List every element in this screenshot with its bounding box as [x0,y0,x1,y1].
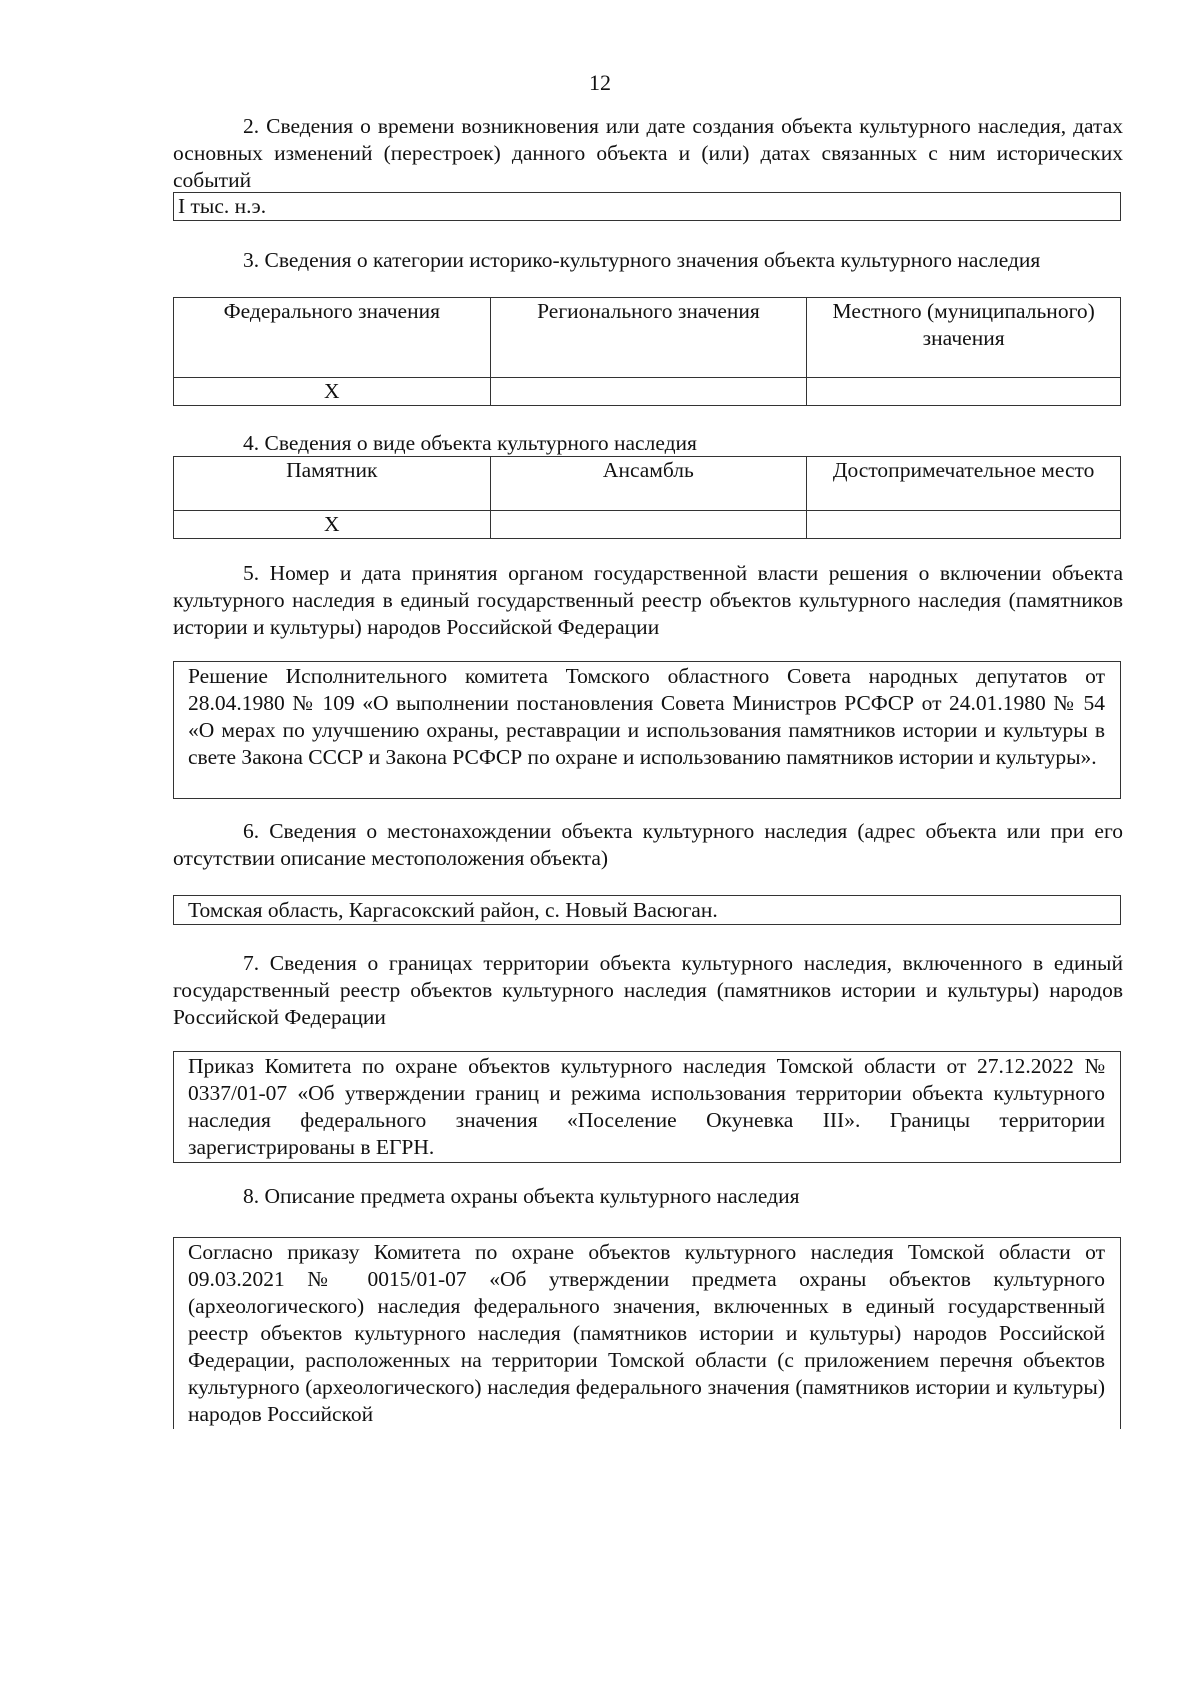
section-6-value-box [173,895,1121,925]
kind-value-ensemble [490,511,807,539]
section-8-heading: 8. Описание предмета охраны объекта культурного наследия [243,1184,800,1208]
kind-header-ensemble: Ансамбль [490,457,807,511]
kind-header-monument: Памятник [174,457,491,511]
category-table-value-row [174,378,1121,406]
kind-table-value-row [174,511,1121,539]
kind-header-landmark: Достопримечательное место [807,457,1121,511]
section-8-value-box [173,1237,1121,1429]
section-3-heading: 3. Сведения о категории историко-культурного значения объекта культурного наследия [243,248,1041,272]
category-value-local [807,378,1121,406]
section-2-heading: 2. Сведения о времени возникновения или дате создания объекта культурного наследия, датах основных изменений (перестроек) данного объекта и (или) датах связанных с ним исторических событий [173,114,1123,192]
section-5-value: Решение Исполнительного комитета Томского областного Совета народных депутатов от 28.04.1980 № 109 «О выполнении постановления Совета Министров РСФСР от 24.01.1980 № 54 «О мерах по улучшению охраны, реставрации и использования памятников истории и культуры в свете Закона СССР и Закона РСФСР по охране и использованию памятников истории и культуры». [188,664,1105,769]
kind-value-monument: X [174,511,491,539]
page-number: 12 [589,70,611,95]
section-6-heading: 6. Сведения о местонахождении объекта культурного наследия (адрес объекта или при его отсутствии описание местоположения объекта) [173,819,1123,870]
category-value-regional [490,378,807,406]
category-value-federal: X [174,378,491,406]
kind-table [173,456,1121,539]
category-header-local: Местного (муниципального) значения [807,298,1121,378]
section-7-value: Приказ Комитета по охране объектов культурного наследия Томской области от 27.12.2022 № 0337/01-07 «Об утверждении границ и режима использования территории объекта культурного наследия федерального значения «Поселение Окуневка III». Границы территории зарегистрированы в ЕГРН. [188,1054,1105,1159]
category-header-regional: Регионального значения [490,298,807,378]
section-7-heading: 7. Сведения о границах территории объекта культурного наследия, включенного в единый государственный реестр объектов культурного наследия (памятников истории и культуры) народов Российской Федерации [173,951,1123,1029]
section-6-value: Томская область, Каргасокский район, с. Новый Васюган. [188,898,718,922]
category-table [173,297,1121,406]
section-2-value-box [173,192,1121,221]
section-5-heading: 5. Номер и дата принятия органом государственной власти решения о включении объекта культурного наследия в единый государственный реестр объектов культурного наследия (памятников истории и культуры) народов Российской Федерации [173,561,1123,639]
category-table-header-row [174,298,1121,378]
kind-value-landmark [807,511,1121,539]
kind-table-header-row [174,457,1121,511]
section-4-heading: 4. Сведения о виде объекта культурного наследия [243,431,697,455]
section-7-value-box [173,1051,1121,1163]
section-5-value-box [173,661,1121,799]
category-header-federal: Федерального значения [174,298,491,378]
section-8-value: Согласно приказу Комитета по охране объектов культурного наследия Томской области от 09.03.2021 № 0015/01-07 «Об утверждении предмета охраны объектов культурного (археологического) наследия федерального значения, включенных в единый государственный реестр объектов культурного наследия (памятников истории и культуры) народов Российской Федерации, расположенных на территории Томской области (с приложением перечня объектов культурного (археологического) наследия федерального значения (памятников истории и культуры) народов Российской [188,1240,1105,1426]
section-2-value: I тыс. н.э. [178,194,267,218]
